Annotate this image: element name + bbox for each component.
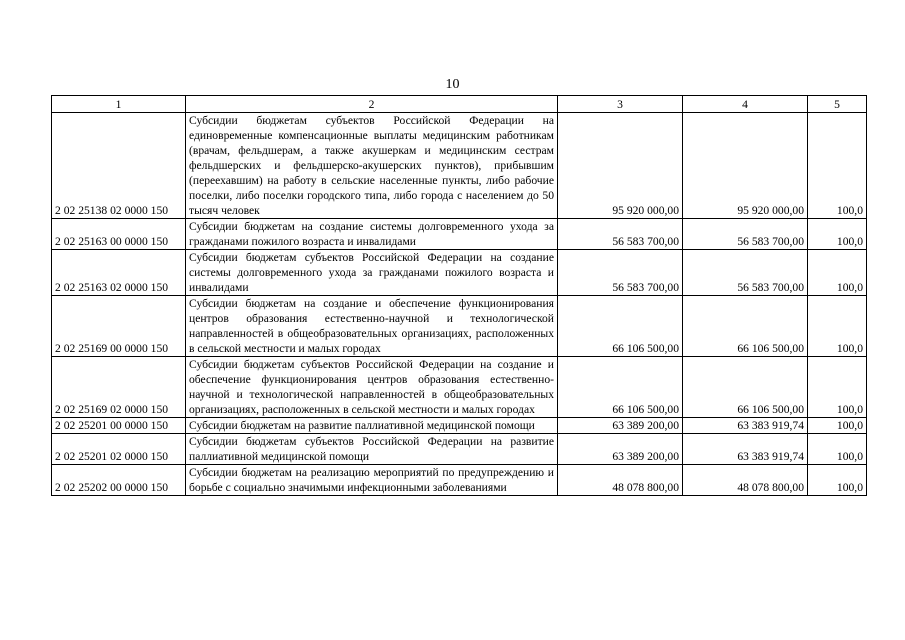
execution-percent: 100,0 [808,113,867,219]
income-name-text: Субсидии бюджетам на реализацию мероприятий по предупреждению и борьбе с социально значимыми инфекционными заболеваниями [189,466,554,494]
budget-code: 2 02 25138 02 0000 150 [52,113,186,219]
executed-amount: 95 920 000,00 [683,113,808,219]
budget-code: 2 02 25202 00 0000 150 [52,465,186,496]
planned-amount: 56 583 700,00 [558,250,683,296]
income-name-text: Субсидии бюджетам субъектов Российской Федерации на единовременные компенсационные выплаты медицинским работникам (врачам, фельдшерам, а также акушеркам и медицинским сестрам фельдшерских и фельдшерско-акушерских пунктов), прибывшим (переехавшим) на работу в сельские населенные пункты, либо рабочие поселки, либо поселки городского типа, либо города с населением до 50 тысяч человек [189,114,554,217]
budget-code: 2 02 25169 00 0000 150 [52,296,186,357]
executed-amount: 48 078 800,00 [683,465,808,496]
income-name-text: Субсидии бюджетам субъектов Российской Федерации на создание и обеспечение функционирования центров образования естественно-научной и технологической направленностей в общеобразовательных организациях, расположенных в сельской местности и малых городах [189,358,554,416]
table-row [52,357,867,418]
table-row [52,296,867,357]
income-name-text: Субсидии бюджетам на создание системы долговременного ухода за гражданами пожилого возраста и инвалидами [189,220,554,248]
planned-amount: 63 389 200,00 [558,418,683,434]
column-header-3: 3 [558,96,683,113]
column-header-4: 4 [683,96,808,113]
income-name [186,418,558,434]
executed-amount: 56 583 700,00 [683,219,808,250]
planned-amount: 95 920 000,00 [558,113,683,219]
column-header-2: 2 [186,96,558,113]
budget-code: 2 02 25169 02 0000 150 [52,357,186,418]
page-number: 10 [445,77,460,92]
column-header-5: 5 [808,96,867,113]
income-name [186,113,558,219]
executed-amount: 63 383 919,74 [683,434,808,465]
table-row [52,219,867,250]
budget-code: 2 02 25201 02 0000 150 [52,434,186,465]
budget-table [51,95,867,496]
executed-amount: 63 383 919,74 [683,418,808,434]
execution-percent: 100,0 [808,434,867,465]
executed-amount: 66 106 500,00 [683,357,808,418]
column-header-1: 1 [52,96,186,113]
income-name [186,250,558,296]
planned-amount: 66 106 500,00 [558,357,683,418]
income-name [186,465,558,496]
table-header-row [52,96,867,113]
income-name [186,219,558,250]
table-row [52,113,867,219]
budget-code: 2 02 25201 00 0000 150 [52,418,186,434]
income-name [186,357,558,418]
planned-amount: 66 106 500,00 [558,296,683,357]
budget-code: 2 02 25163 02 0000 150 [52,250,186,296]
execution-percent: 100,0 [808,465,867,496]
table-row [52,465,867,496]
table-row [52,434,867,465]
execution-percent: 100,0 [808,219,867,250]
income-name [186,296,558,357]
planned-amount: 48 078 800,00 [558,465,683,496]
execution-percent: 100,0 [808,357,867,418]
table-row [52,250,867,296]
execution-percent: 100,0 [808,296,867,357]
execution-percent: 100,0 [808,250,867,296]
execution-percent: 100,0 [808,418,867,434]
executed-amount: 56 583 700,00 [683,250,808,296]
income-name [186,434,558,465]
executed-amount: 66 106 500,00 [683,296,808,357]
income-name-text: Субсидии бюджетам субъектов Российской Федерации на создание системы долговременного ухода за гражданами пожилого возраста и инвалидами [189,251,554,294]
budget-code: 2 02 25163 00 0000 150 [52,219,186,250]
income-name-text: Субсидии бюджетам на создание и обеспечение функционирования центров образования естественно-научной и технологической направленностей в общеобразовательных организациях, расположенных в сельской местности и малых городах [189,297,554,355]
income-name-text: Субсидии бюджетам на развитие паллиативной медицинской помощи [189,419,535,432]
planned-amount: 63 389 200,00 [558,434,683,465]
income-name-text: Субсидии бюджетам субъектов Российской Федерации на развитие паллиативной медицинской помощи [189,435,554,463]
planned-amount: 56 583 700,00 [558,219,683,250]
table-row [52,418,867,434]
